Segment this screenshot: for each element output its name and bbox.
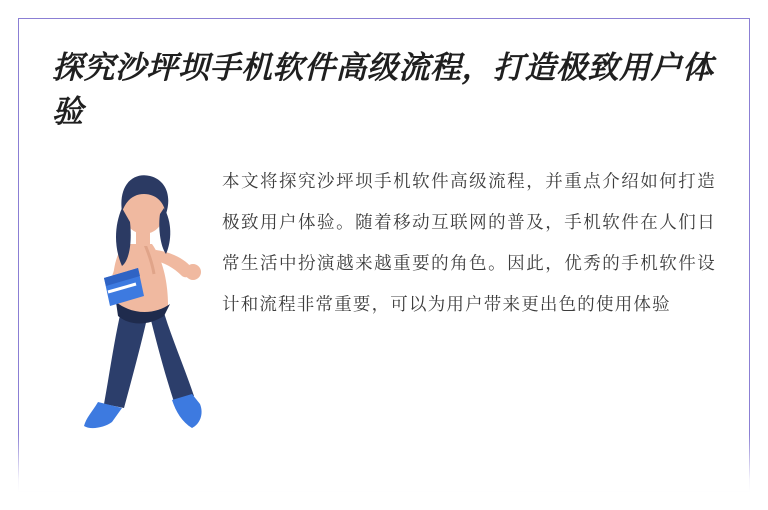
article-title: 探究沙坪坝手机软件高级流程，打造极致用户体验 <box>52 50 714 131</box>
article-content <box>18 18 750 492</box>
article-body <box>52 156 716 446</box>
article-paragraph: 本文将探究沙坪坝手机软件高级流程，并重点介绍如何打造极致用户体验。随着移动互联网的普及，手机软件在人们日常生活中扮演越来越重要的角色。因此，优秀的手机软件设计和流程非常重要，可以为用户带来更出色的使用体验 <box>222 172 716 316</box>
walking-woman-illustration <box>52 156 222 446</box>
